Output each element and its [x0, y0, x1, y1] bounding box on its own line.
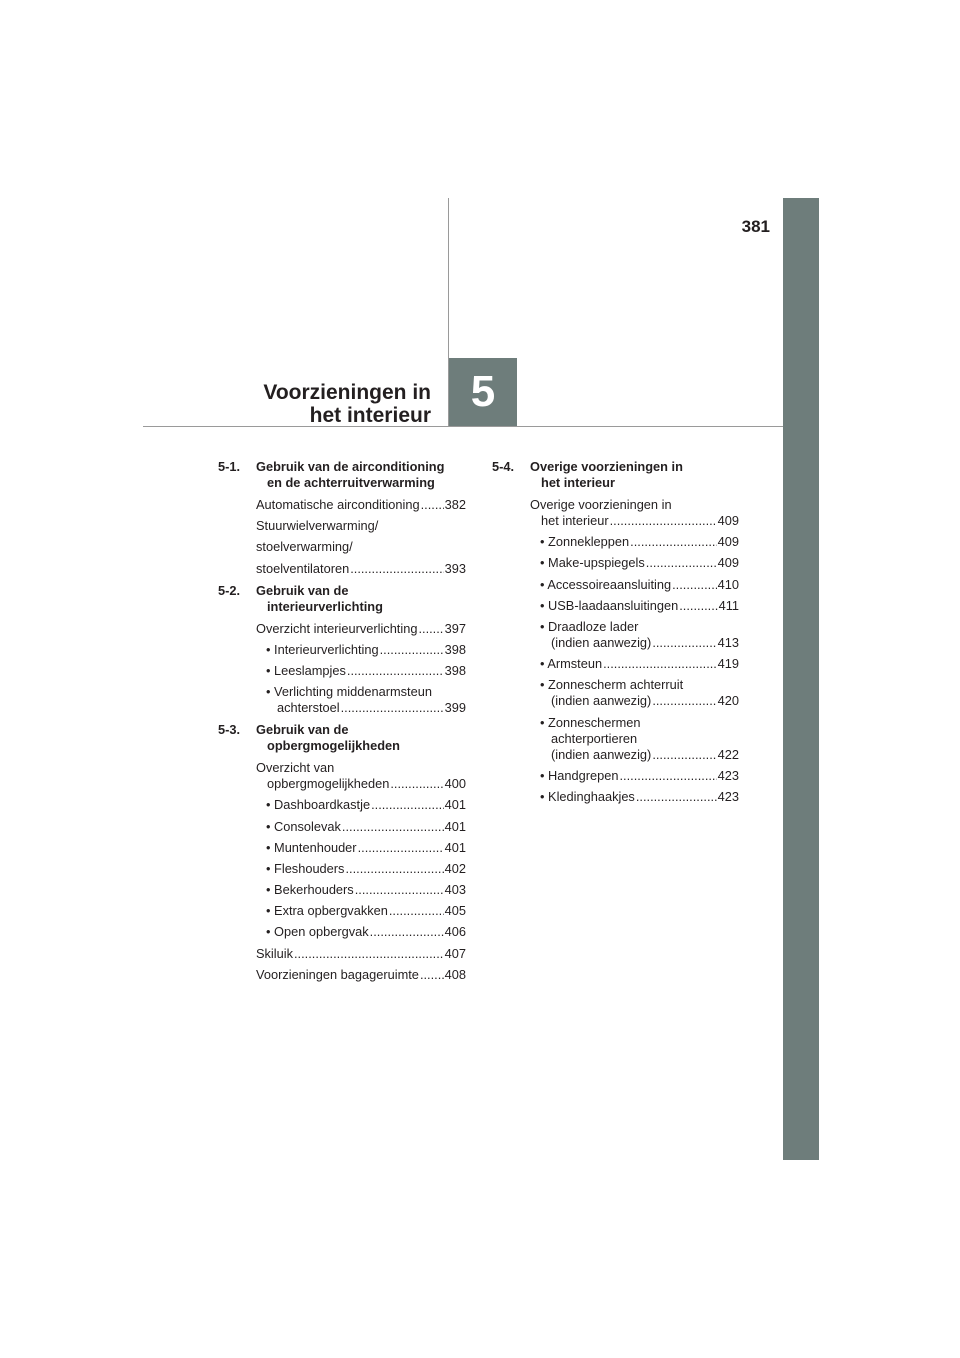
page-reference: 420 — [717, 693, 739, 709]
toc-entry-link[interactable] — [256, 760, 466, 792]
toc-entry-link[interactable] — [540, 555, 739, 571]
dot-leader — [355, 882, 444, 898]
entry-label: • Interieurverlichting — [266, 641, 379, 657]
entry-row — [540, 555, 739, 571]
entry-text: Overzicht van — [256, 760, 335, 776]
toc-entry-link[interactable] — [530, 497, 739, 529]
dot-leader — [646, 555, 717, 571]
page-reference: 411 — [718, 597, 739, 613]
page-reference: 402 — [444, 860, 466, 876]
toc-section — [218, 459, 466, 577]
dot-leader — [421, 497, 444, 513]
entry-label: • Bekerhouders — [266, 882, 354, 898]
section-number: 5-1. — [218, 459, 241, 474]
entry-label: • Consolevak — [266, 818, 341, 834]
page-reference: 401 — [444, 797, 466, 813]
entry-row — [540, 534, 739, 550]
horizontal-rule — [143, 426, 783, 427]
chapter-title-line2: het interieur — [309, 404, 431, 427]
toc-entry-link[interactable] — [266, 861, 466, 877]
dot-leader — [370, 924, 444, 940]
toc-entry-link[interactable] — [266, 840, 466, 856]
entry-row — [540, 747, 739, 763]
toc-entry-link[interactable] — [266, 663, 466, 679]
entry-row — [266, 663, 466, 679]
toc-entry-link[interactable] — [540, 619, 739, 651]
entry-row — [256, 561, 466, 577]
toc-entry-link[interactable] — [266, 924, 466, 940]
section-title-line1: Gebruik van de — [256, 722, 349, 738]
section-title — [256, 583, 466, 615]
entry-row — [540, 577, 739, 593]
page-reference: 423 — [717, 788, 739, 804]
dot-leader — [341, 700, 444, 716]
toc-entry-link[interactable] — [540, 768, 739, 784]
entry-row — [256, 497, 466, 513]
entry-text: • Zonnescherm achterruit — [540, 677, 684, 693]
page-reference: 401 — [444, 818, 466, 834]
toc-section — [218, 722, 466, 983]
toc-entry-link[interactable] — [540, 534, 739, 550]
section-title-line1: Overige voorzieningen in — [530, 459, 683, 474]
dot-leader — [603, 656, 717, 672]
section-number: 5-3. — [218, 722, 241, 738]
page-reference: 406 — [444, 924, 466, 940]
dot-leader — [420, 967, 444, 983]
dot-leader — [619, 768, 716, 784]
section-number: 5-2. — [218, 582, 241, 598]
toc-entry-link[interactable] — [540, 598, 739, 614]
page-reference: 382 — [444, 497, 466, 512]
entry-label: Voorzieningen bagageruimte — [256, 966, 419, 982]
entry-row — [540, 598, 739, 614]
page-reference: 422 — [717, 746, 739, 762]
page-reference: 408 — [444, 966, 466, 982]
section-title — [256, 722, 466, 754]
toc-entry-link[interactable] — [540, 789, 739, 805]
entry-row — [266, 642, 466, 658]
section-heading — [492, 459, 739, 491]
entry-text: • Verlichting middenarmsteun — [266, 684, 432, 700]
toc-entry-link[interactable] — [266, 903, 466, 919]
entry-label: (indien aanwezig) — [551, 746, 652, 762]
dot-leader — [636, 789, 717, 805]
toc-section — [492, 459, 739, 805]
chapter-title-line1: Voorzieningen in — [263, 381, 431, 404]
toc-entry-link[interactable] — [540, 715, 739, 763]
entry-row — [540, 635, 739, 651]
section-heading — [218, 459, 466, 491]
toc-entry-link[interactable] — [266, 882, 466, 898]
page-reference: 409 — [717, 555, 739, 571]
entry-text: Stuurwielverwarming/ — [256, 518, 379, 534]
entry-label: • Make-upspiegels — [540, 555, 645, 571]
chapter-side-tab — [783, 198, 819, 1160]
dot-leader — [371, 797, 444, 813]
entry-row — [266, 840, 466, 856]
page-reference: 401 — [444, 839, 466, 855]
entry-label: • Fleshouders — [266, 860, 345, 876]
entry-text: stoelverwarming/ — [256, 539, 353, 555]
page-reference: 407 — [444, 945, 466, 961]
dot-leader — [679, 598, 717, 614]
entry-label: (indien aanwezig) — [551, 693, 652, 709]
page-reference: 398 — [444, 662, 466, 678]
entry-label: Skiluik — [256, 945, 293, 961]
entry-label: • Open opbergvak — [266, 924, 369, 940]
page-reference: 400 — [444, 776, 466, 792]
entry-label: • Leeslampjes — [266, 662, 346, 678]
entry-label: het interieur — [541, 513, 609, 528]
page-reference: 410 — [717, 576, 739, 592]
page-reference: 397 — [444, 620, 466, 636]
page-reference: 405 — [444, 903, 466, 919]
entry-text: Overige voorzieningen in — [530, 497, 672, 512]
dot-leader — [652, 747, 716, 763]
entry-text: • Zonneschermen — [540, 714, 641, 730]
toc-right-column — [492, 459, 739, 811]
entry-label: • Dashboardkastje — [266, 797, 371, 813]
toc-entry-link[interactable] — [266, 642, 466, 658]
entry-label: • Armsteun — [540, 656, 603, 672]
entry-row — [256, 946, 466, 962]
toc-section — [218, 583, 466, 717]
entry-text: • Draadloze lader — [540, 618, 639, 634]
chapter-number-box — [449, 358, 517, 426]
entry-label: • Accessoireaansluiting — [540, 576, 672, 592]
dot-leader — [610, 513, 717, 529]
toc-left-column — [218, 459, 466, 989]
toc-entry-link[interactable] — [266, 797, 466, 813]
entry-row — [266, 819, 466, 835]
entry-label: achterstoel — [277, 700, 340, 716]
entry-row — [540, 789, 739, 805]
entry-row — [256, 776, 466, 792]
entry-row — [540, 768, 739, 784]
dot-leader — [672, 577, 717, 593]
chapter-number: 5 — [470, 367, 496, 416]
dot-leader — [358, 840, 444, 856]
entry-label: (indien aanwezig) — [551, 634, 652, 650]
section-title-line2: het interieur — [541, 475, 615, 490]
toc-entry-text — [256, 539, 466, 555]
section-number: 5-4. — [492, 459, 515, 474]
toc-entry-link[interactable] — [256, 621, 466, 637]
toc-entry-link[interactable] — [540, 677, 739, 709]
page-reference: 403 — [444, 882, 466, 898]
chapter-title — [263, 381, 431, 427]
page-reference: 413 — [717, 634, 739, 650]
dot-leader — [350, 561, 443, 577]
page-reference: 409 — [717, 513, 739, 528]
page-reference: 398 — [444, 641, 466, 657]
dot-leader — [389, 903, 444, 919]
section-heading — [218, 583, 466, 615]
page-reference: 419 — [717, 656, 739, 672]
toc-entry-link[interactable] — [256, 946, 466, 962]
toc-entry-link[interactable] — [266, 819, 466, 835]
dot-leader — [390, 776, 443, 792]
toc-entry-link[interactable] — [256, 561, 466, 577]
entry-label: • Extra opbergvakken — [266, 903, 388, 919]
entry-row — [540, 693, 739, 709]
entry-label: • Handgrepen — [540, 767, 619, 783]
page-reference: 393 — [444, 560, 466, 576]
section-title-line2: opbergmogelijkheden — [267, 738, 400, 754]
section-title-line1: Gebruik van de — [256, 582, 349, 598]
entry-row — [266, 903, 466, 919]
page-reference: 409 — [717, 534, 739, 550]
entry-label: stoelventilatoren — [256, 560, 350, 576]
entry-label: Overzicht interieurverlichting — [256, 620, 418, 636]
toc-entry-link[interactable] — [266, 684, 466, 716]
dot-leader — [347, 663, 444, 679]
entry-row — [266, 861, 466, 877]
entry-row — [256, 967, 466, 983]
toc-entry-link[interactable] — [256, 497, 466, 513]
dot-leader — [652, 693, 716, 709]
dot-leader — [630, 534, 716, 550]
dot-leader — [345, 861, 443, 877]
dot-leader — [294, 946, 444, 962]
entry-label: • Zonnekleppen — [540, 534, 630, 550]
entry-row — [256, 621, 466, 637]
entry-row — [530, 513, 739, 529]
entry-label: • Muntenhouder — [266, 839, 357, 855]
dot-leader — [652, 635, 716, 651]
page-reference: 399 — [444, 700, 466, 716]
toc-entry-link[interactable] — [540, 577, 739, 593]
entry-label: • Kledinghaakjes — [540, 788, 635, 804]
dot-leader — [380, 642, 444, 658]
entry-row — [266, 797, 466, 813]
entry-text-continued: achterportieren — [551, 730, 638, 746]
section-heading — [218, 722, 466, 754]
entry-row — [266, 882, 466, 898]
section-title — [530, 459, 739, 491]
toc-entry-link[interactable] — [540, 656, 739, 672]
dot-leader — [342, 819, 444, 835]
section-title-line2: en de achterruitverwarming — [267, 475, 435, 490]
dot-leader — [418, 621, 443, 637]
section-title-line1: Gebruik van de airconditioning — [256, 459, 445, 474]
entry-row — [266, 700, 466, 716]
section-title-line2: interieurverlichting — [267, 598, 383, 614]
entry-label: • USB-laadaansluitingen — [540, 597, 679, 613]
entry-row — [540, 656, 739, 672]
entry-row — [266, 924, 466, 940]
page-reference: 423 — [717, 767, 739, 783]
section-title — [256, 459, 466, 491]
page-number: 381 — [741, 217, 770, 236]
entry-label: opbergmogelijkheden — [267, 776, 390, 792]
entry-label: Automatische airconditioning — [256, 497, 420, 512]
toc-entry-link[interactable] — [256, 967, 466, 983]
toc-entry-text — [256, 518, 466, 534]
